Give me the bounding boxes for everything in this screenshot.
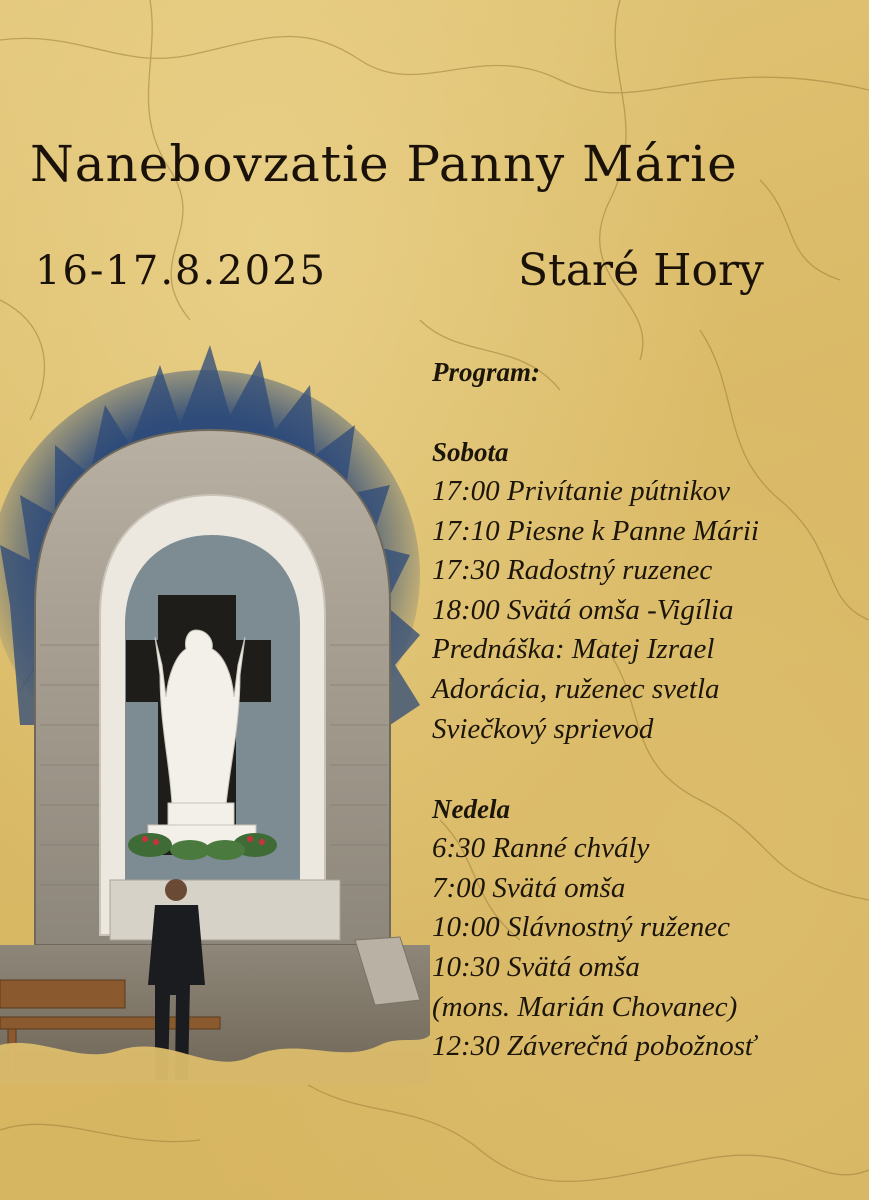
altar bbox=[110, 880, 340, 940]
schedule-item: 12:30 Záverečná pobožnosť bbox=[432, 1030, 756, 1063]
event-date: 16-17.8.2025 bbox=[35, 248, 327, 294]
shrine-image bbox=[0, 345, 430, 1085]
schedule-item: 17:10 Piesne k Panne Márii bbox=[432, 514, 759, 547]
schedule-item: 6:30 Ranné chvály bbox=[432, 832, 650, 865]
schedule-item: (mons. Marián Chovanec) bbox=[432, 990, 738, 1023]
schedule-item: 18:00 Svätá omša -Vigília bbox=[432, 593, 734, 626]
event-place: Staré Hory bbox=[518, 245, 764, 296]
schedule-item: 10:00 Slávnostný ruženec bbox=[432, 911, 730, 944]
schedule-item: 7:00 Svätá omša bbox=[432, 871, 626, 904]
schedule-item: Adorácia, ruženec svetla bbox=[432, 672, 720, 705]
schedule-item: 17:00 Privítanie pútnikov bbox=[432, 475, 730, 507]
program-schedule bbox=[432, 352, 862, 1067]
poster-title: Nanebovzatie Panny Márie bbox=[30, 135, 738, 193]
saturday-label: Sobota bbox=[432, 437, 509, 467]
schedule-item: 17:30 Radostný ruzenec bbox=[432, 554, 713, 587]
schedule-item: 10:30 Svätá omša bbox=[432, 950, 640, 983]
schedule-item: Prednáška: Matej Izrael bbox=[432, 633, 715, 666]
program-heading: Program: bbox=[432, 357, 540, 387]
sunday-label: Nedela bbox=[432, 794, 510, 825]
schedule-item: Sviečkový sprievod bbox=[432, 712, 654, 745]
